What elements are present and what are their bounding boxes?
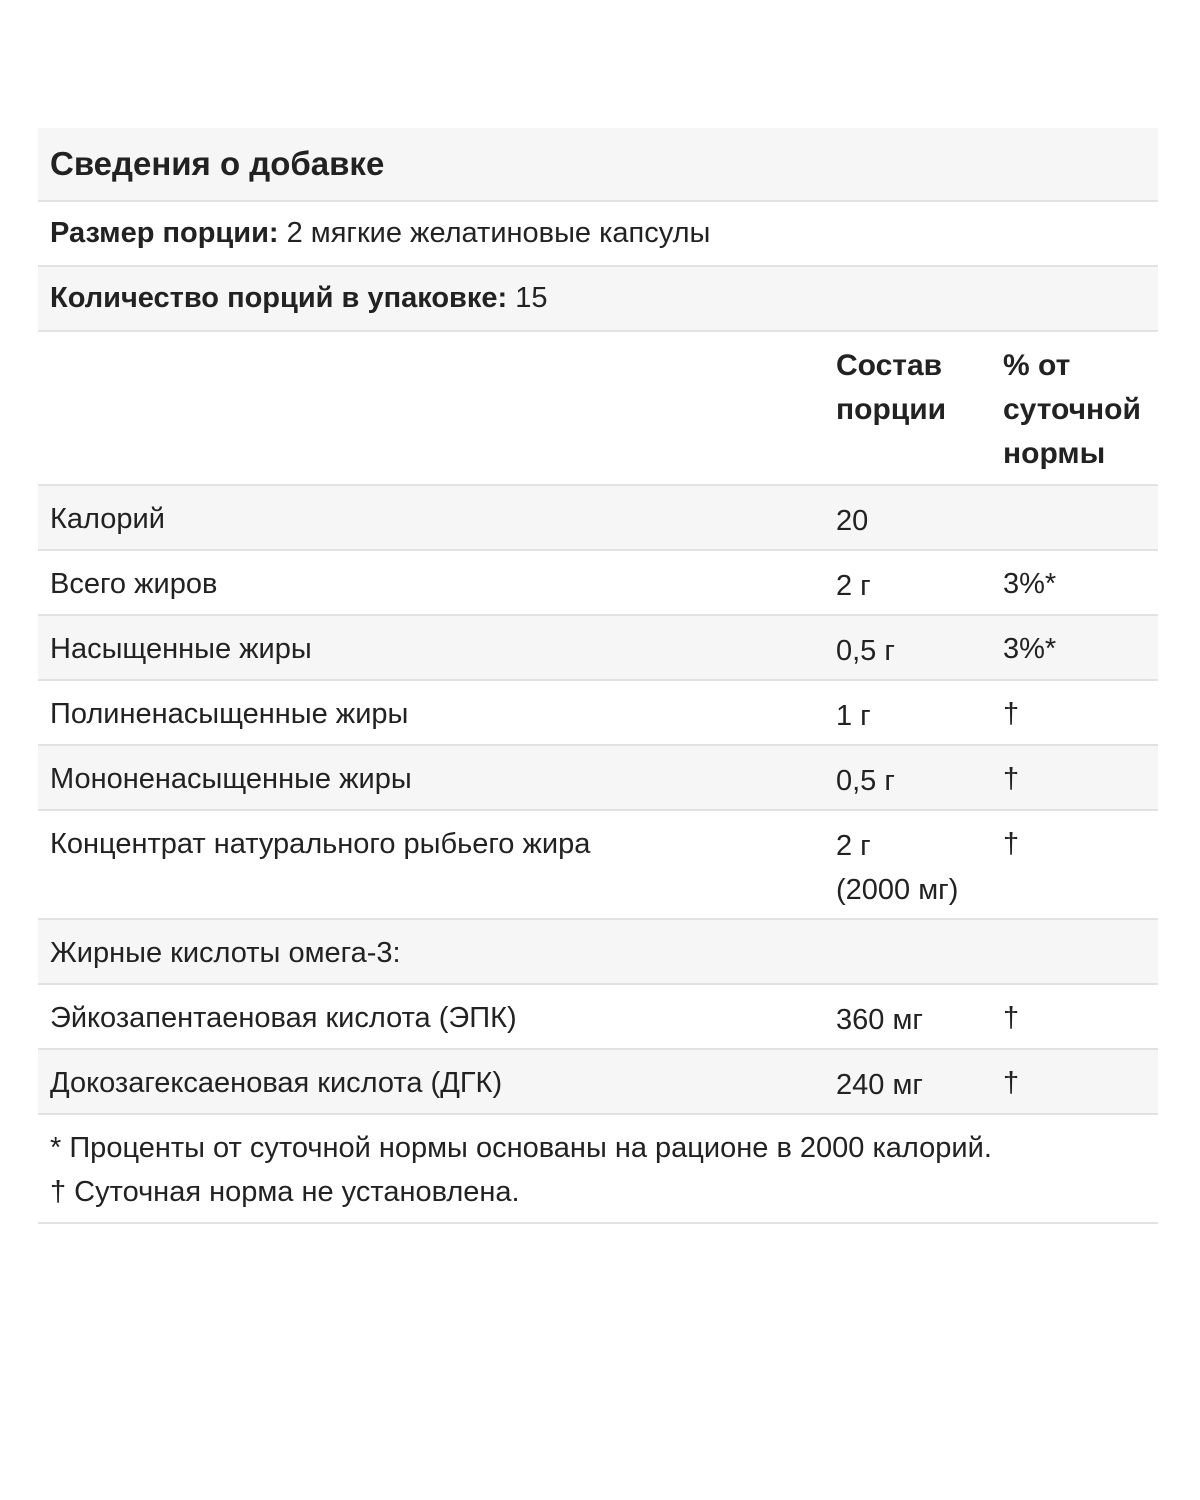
serving-size-value: 2 мягкие желатиновые капсулы — [286, 217, 711, 249]
nutrient-name: Докозагексаеновая кислота (ДГК) — [50, 1067, 503, 1099]
table-row — [38, 681, 1158, 746]
title-row — [38, 128, 1158, 202]
serving-size-row — [38, 202, 1158, 267]
dv-header-line: нормы — [1003, 437, 1106, 470]
nutrient-dv: † — [1003, 763, 1020, 795]
nutrient-amount: 360 мг — [836, 1004, 923, 1036]
panel-title: Сведения о добавке — [50, 145, 385, 182]
nutrient-name: Жирные кислоты омега-3: — [50, 937, 401, 969]
footnote-daily-value: * Проценты от суточной нормы основаны на рационе в 2000 калорий. — [50, 1132, 992, 1164]
nutrient-name: Концентрат натурального рыбьего жира — [50, 828, 591, 860]
nutrient-name: Насыщенные жиры — [50, 633, 312, 665]
supplement-facts-panel — [38, 128, 1158, 1224]
serving-size-label: Размер порции: — [50, 217, 279, 249]
amount-column-header — [836, 344, 986, 432]
servings-per-container-label: Количество порций в упаковке: — [50, 282, 508, 314]
servings-per-container-row — [38, 267, 1158, 332]
nutrient-name: Эйкозапентаеновая кислота (ЭПК) — [50, 1002, 517, 1034]
nutrient-dv: † — [1003, 828, 1020, 860]
nutrient-amount: 2 г — [836, 570, 871, 602]
table-row — [38, 811, 1158, 920]
nutrient-amount: 20 — [836, 505, 869, 537]
table-row — [38, 746, 1158, 811]
nutrient-name: Всего жиров — [50, 568, 218, 600]
amount-header-line: Состав — [836, 349, 943, 382]
table-row — [38, 920, 1158, 985]
nutrient-name: Мононенасыщенные жиры — [50, 763, 412, 795]
footnotes — [38, 1115, 1158, 1224]
table-row — [38, 486, 1158, 551]
table-row — [38, 1050, 1158, 1115]
table-row — [38, 551, 1158, 616]
table-header — [38, 332, 1158, 486]
nutrient-dv: 3%* — [1003, 568, 1057, 600]
footnote-not-established: † Суточная норма не установлена. — [50, 1176, 520, 1208]
nutrient-dv: † — [1003, 1002, 1020, 1034]
nutrient-amount: 0,5 г — [836, 635, 895, 667]
table-row — [38, 616, 1158, 681]
nutrient-amount — [836, 824, 986, 912]
servings-per-container-value: 15 — [515, 282, 548, 314]
nutrient-name: Полиненасыщенные жиры — [50, 698, 409, 730]
dv-header-line: % от — [1003, 349, 1071, 382]
dv-header-line: суточной — [1003, 393, 1141, 426]
nutrient-dv: † — [1003, 698, 1020, 730]
daily-value-column-header — [1003, 344, 1153, 476]
amount-header-line: порции — [836, 393, 947, 426]
nutrient-name: Калорий — [50, 503, 165, 535]
nutrient-amount-line: (2000 мг) — [836, 874, 959, 906]
nutrient-dv: † — [1003, 1067, 1020, 1099]
nutrient-amount: 0,5 г — [836, 765, 895, 797]
nutrient-amount: 240 мг — [836, 1069, 923, 1101]
table-row — [38, 985, 1158, 1050]
nutrient-amount: 1 г — [836, 700, 871, 732]
nutrient-amount-line: 2 г — [836, 830, 871, 862]
nutrient-dv: 3%* — [1003, 633, 1057, 665]
